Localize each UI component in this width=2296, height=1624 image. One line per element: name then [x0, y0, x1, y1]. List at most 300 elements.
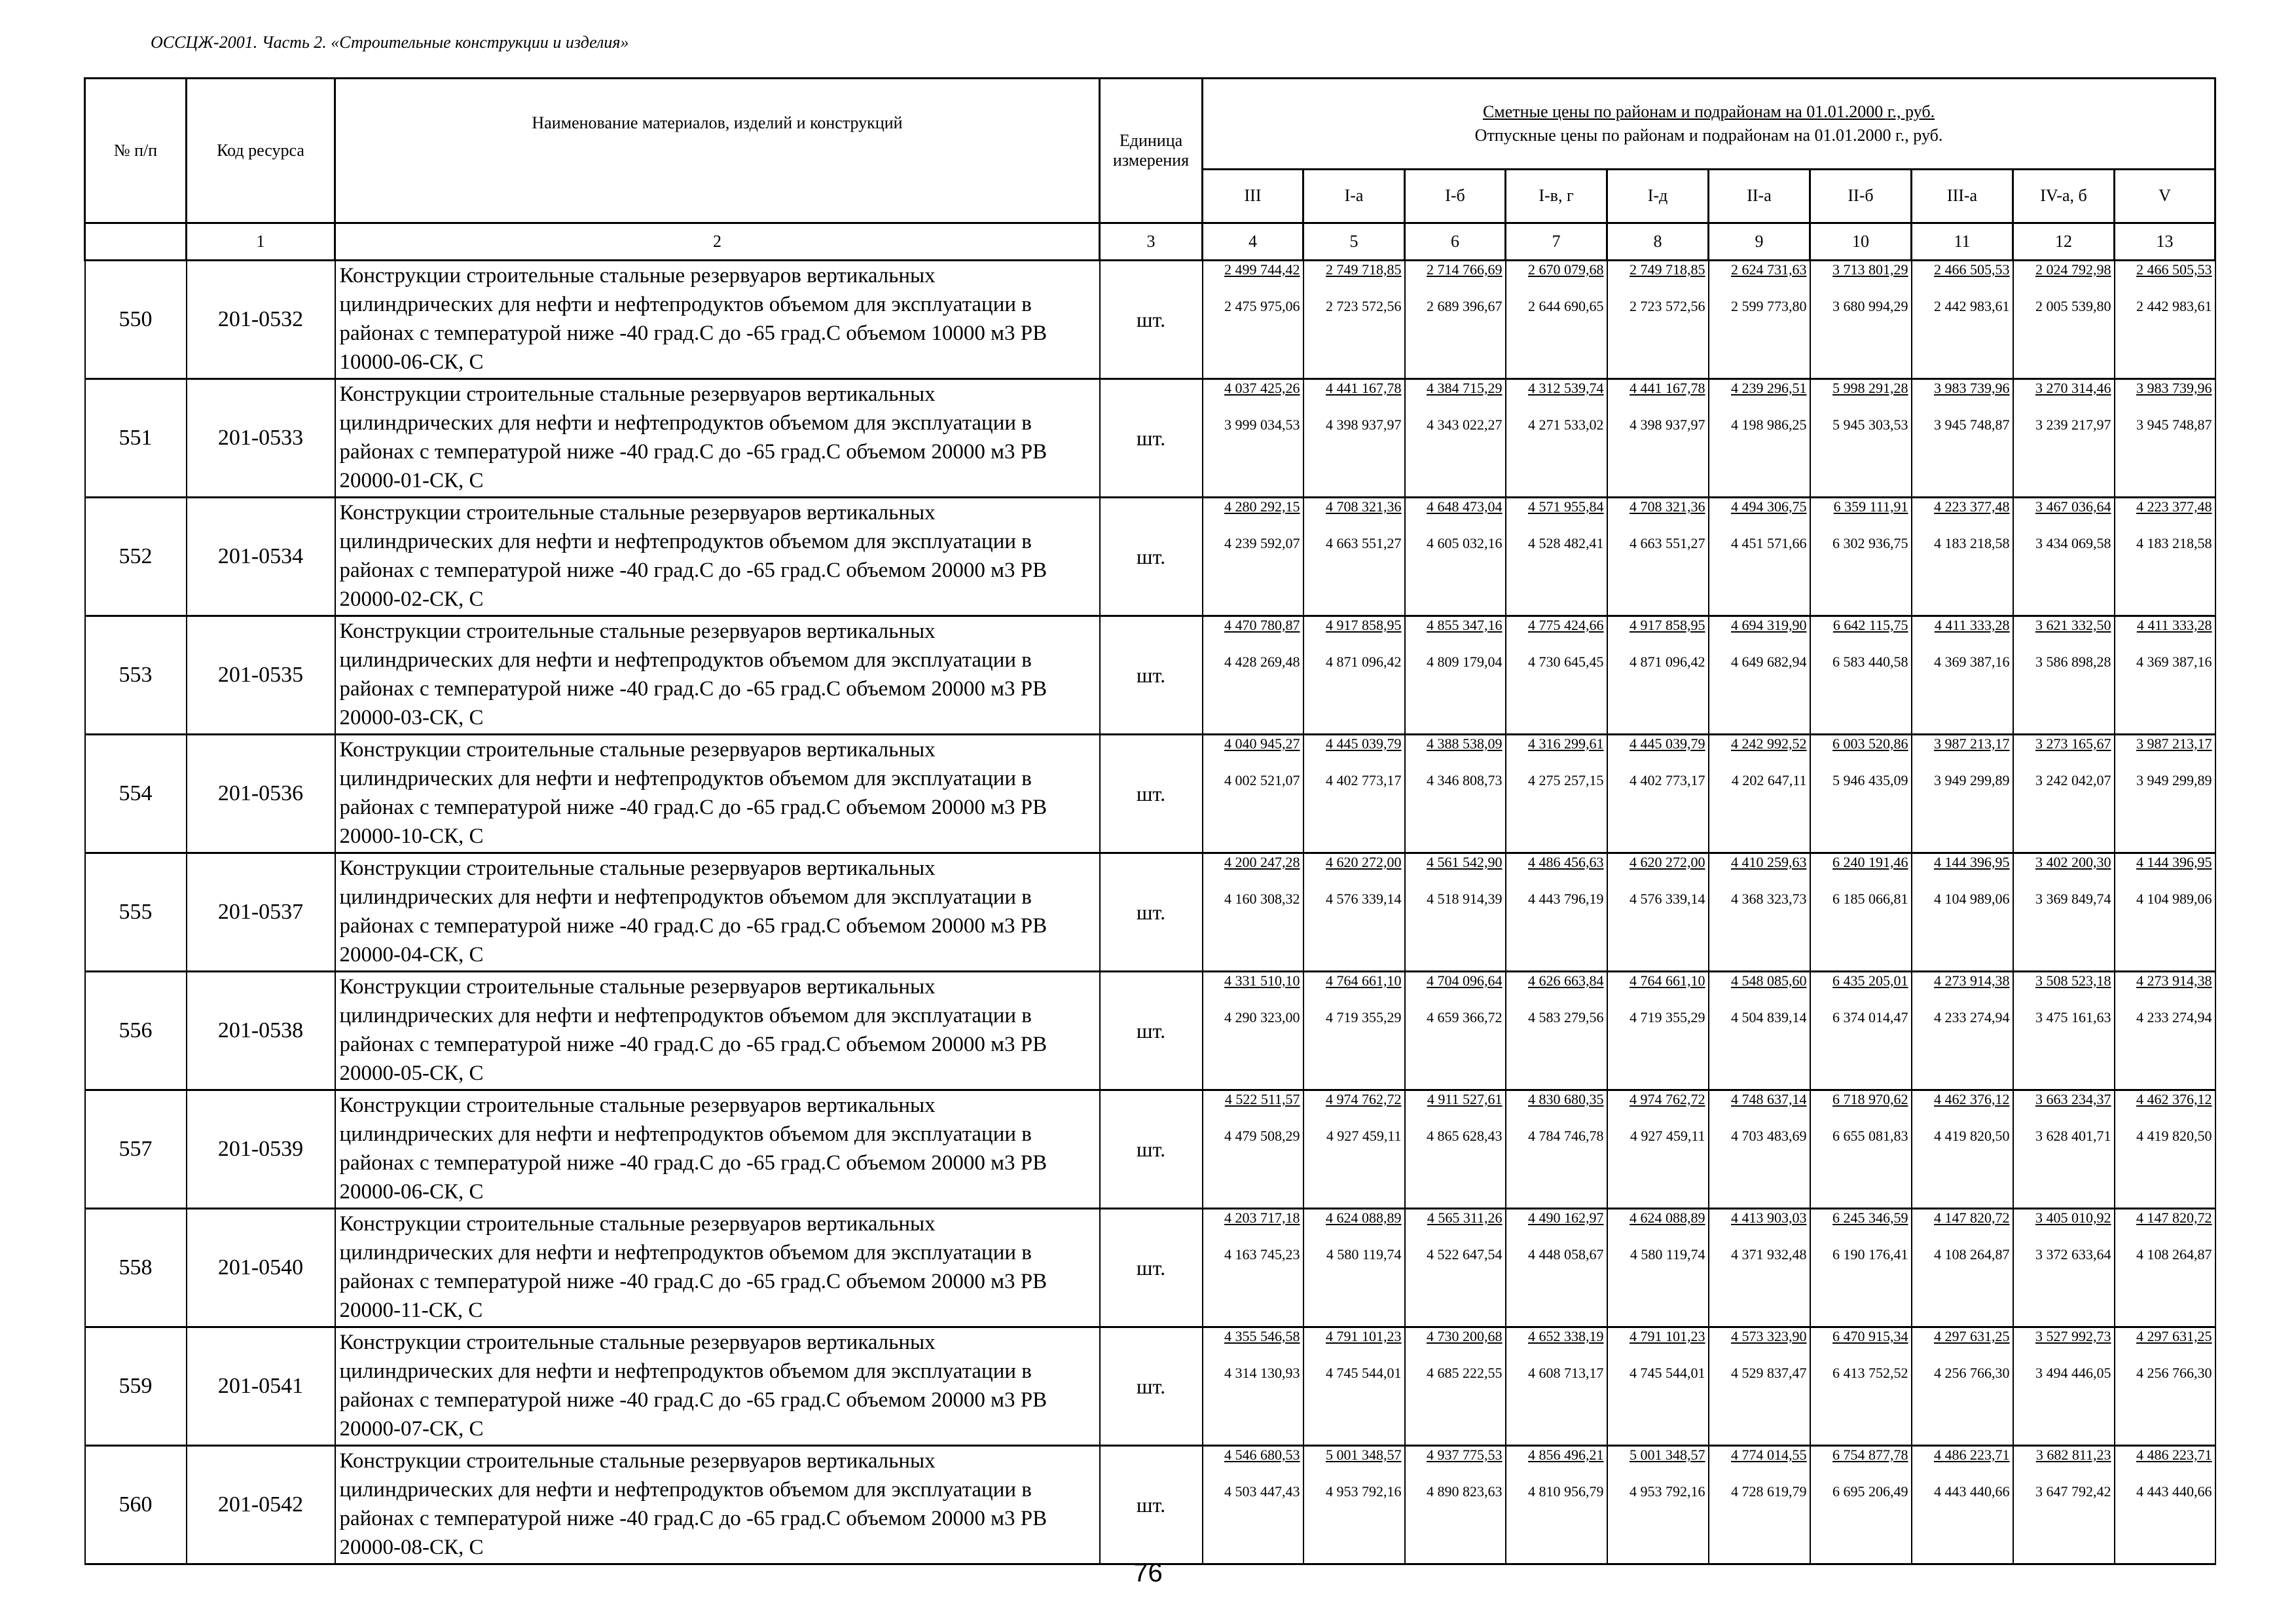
estimate-price: 4 856 496,21 [1528, 1447, 1604, 1463]
estimate-price: 4 620 272,00 [1630, 854, 1705, 870]
release-price: 6 302 936,75 [1832, 535, 1908, 551]
estimate-price: 4 413 903,03 [1731, 1209, 1807, 1226]
price-cell [2115, 498, 2215, 616]
price-cell [1203, 261, 1303, 379]
estimate-price: 4 764 661,10 [1326, 972, 1402, 989]
col-number: 6 [1405, 223, 1506, 261]
resource-code: 201-0538 [187, 972, 335, 1090]
price-cell [1810, 1090, 1912, 1209]
release-price: 4 398 937,97 [1630, 416, 1705, 433]
price-cell [1912, 1209, 2013, 1327]
resource-code: 201-0535 [187, 616, 335, 735]
price-table [84, 77, 2216, 1565]
estimate-price: 4 312 539,74 [1528, 380, 1604, 396]
row-number: 556 [85, 972, 187, 1090]
resource-code: 201-0533 [187, 379, 335, 498]
page-number: 76 [1133, 1559, 1163, 1587]
estimate-price: 3 508 523,18 [2035, 972, 2111, 989]
col-number: 11 [1912, 223, 2013, 261]
release-price: 4 428 269,48 [1224, 654, 1300, 670]
table-row [85, 735, 2215, 853]
col-number: 2 [335, 223, 1100, 261]
col-number: 5 [1303, 223, 1405, 261]
col-number: 8 [1607, 223, 1709, 261]
price-cell [1912, 1446, 2013, 1564]
price-cell [2013, 1446, 2115, 1564]
release-price: 3 945 748,87 [2136, 416, 2212, 433]
release-price: 4 002 521,07 [1224, 772, 1300, 788]
release-price: 4 443 440,66 [1934, 1483, 2010, 1500]
estimate-price: 3 983 739,96 [1934, 380, 2010, 396]
col-number: 3 [1100, 223, 1203, 261]
release-price: 4 503 447,43 [1224, 1483, 1300, 1500]
estimate-price: 4 704 096,64 [1427, 972, 1503, 989]
release-price: 6 655 081,83 [1832, 1128, 1908, 1144]
price-cell [1607, 498, 1709, 616]
estimate-price: 4 037 425,26 [1224, 380, 1300, 396]
row-number: 554 [85, 735, 187, 853]
price-cell [1203, 616, 1303, 735]
price-cell [1506, 379, 1607, 498]
estimate-price: 4 652 338,19 [1528, 1328, 1604, 1344]
price-cell [2115, 972, 2215, 1090]
release-price: 4 703 483,69 [1731, 1128, 1807, 1144]
unit-of-measure: шт. [1100, 498, 1203, 616]
estimate-price: 3 987 213,17 [1934, 735, 2010, 752]
col-header-num: № п/п [85, 79, 187, 223]
estimate-price: 4 494 306,75 [1731, 498, 1807, 515]
price-cell [1506, 972, 1607, 1090]
estimate-price: 4 694 319,90 [1731, 617, 1807, 633]
estimate-price: 4 242 992,52 [1731, 735, 1807, 752]
release-price: 4 314 130,93 [1224, 1365, 1300, 1381]
material-name: Конструкции строительные стальные резервуаров вертикальных цилиндрических для нефти и нефтепродуктов объемом для эксплуатации в районах с температурой ниже -40 град.С до -65 град.С объемом 20000 м3 РВ 20000-06-СК, С [335, 1090, 1100, 1209]
col-header-code: Код ресурса [187, 79, 335, 223]
col-number: 12 [2013, 223, 2115, 261]
price-cell [1810, 616, 1912, 735]
release-price: 4 871 096,42 [1630, 654, 1705, 670]
table-header [85, 79, 2215, 261]
estimate-price: 4 280 292,15 [1224, 498, 1300, 515]
price-cell [1303, 853, 1405, 972]
release-price: 4 745 544,01 [1630, 1365, 1705, 1381]
table-row [85, 616, 2215, 735]
price-cell [2013, 972, 2115, 1090]
estimate-price: 2 499 744,42 [1224, 261, 1300, 278]
release-price: 4 402 773,17 [1326, 772, 1402, 788]
release-price: 3 494 446,05 [2035, 1365, 2111, 1381]
row-number: 553 [85, 616, 187, 735]
estimate-price: 4 974 762,72 [1630, 1091, 1705, 1107]
price-cell [1607, 735, 1709, 853]
estimate-price: 4 573 323,90 [1731, 1328, 1807, 1344]
release-price: 4 163 745,23 [1224, 1246, 1300, 1263]
release-price: 3 586 898,28 [2035, 654, 2111, 670]
region-header: I-в, г [1506, 169, 1607, 223]
estimate-price: 4 223 377,48 [1934, 498, 2010, 515]
release-price: 2 442 983,61 [2136, 298, 2212, 314]
col-number: 7 [1506, 223, 1607, 261]
price-cell [2115, 1209, 2215, 1327]
release-price: 4 809 179,04 [1427, 654, 1503, 670]
price-cell [1912, 735, 2013, 853]
release-price: 4 608 713,17 [1528, 1365, 1604, 1381]
material-name: Конструкции строительные стальные резервуаров вертикальных цилиндрических для нефти и нефтепродуктов объемом для эксплуатации в районах с температурой ниже -40 град.С до -65 град.С объемом 20000 м3 РВ 20000-01-СК, С [335, 379, 1100, 498]
row-number: 551 [85, 379, 187, 498]
price-cell [1303, 1327, 1405, 1446]
price-cell [2013, 616, 2115, 735]
price-cell [1303, 379, 1405, 498]
release-price: 4 663 551,27 [1630, 535, 1705, 551]
estimate-price: 4 626 663,84 [1528, 972, 1604, 989]
price-cell [1303, 616, 1405, 735]
release-price: 4 890 823,63 [1427, 1483, 1503, 1500]
price-cell [1506, 1209, 1607, 1327]
region-header: I-б [1405, 169, 1506, 223]
price-cell [1912, 616, 2013, 735]
price-cell [1709, 379, 1810, 498]
resource-code: 201-0537 [187, 853, 335, 972]
release-price: 3 628 401,71 [2035, 1128, 2111, 1144]
release-price: 4 719 355,29 [1630, 1009, 1705, 1025]
row-number: 559 [85, 1327, 187, 1446]
price-cell [1709, 498, 1810, 616]
estimate-price: 4 937 775,53 [1427, 1447, 1503, 1463]
price-cell [1810, 379, 1912, 498]
price-cell [1810, 972, 1912, 1090]
release-price: 2 475 975,06 [1224, 298, 1300, 314]
price-cell [1506, 616, 1607, 735]
material-name: Конструкции строительные стальные резервуаров вертикальных цилиндрических для нефти и нефтепродуктов объемом для эксплуатации в районах с температурой ниже -40 град.С до -65 град.С объемом 20000 м3 РВ 20000-10-СК, С [335, 735, 1100, 853]
material-name: Конструкции строительные стальные резервуаров вертикальных цилиндрических для нефти и нефтепродуктов объемом для эксплуатации в районах с температурой ниже -40 град.С до -65 град.С объемом 20000 м3 РВ 20000-11-СК, С [335, 1209, 1100, 1327]
price-cell [1912, 379, 2013, 498]
release-price: 4 580 119,74 [1630, 1246, 1705, 1263]
material-name: Конструкции строительные стальные резервуаров вертикальных цилиндрических для нефти и нефтепродуктов объемом для эксплуатации в районах с температурой ниже -40 град.С до -65 град.С объемом 20000 м3 РВ 20000-02-СК, С [335, 498, 1100, 616]
table-row [85, 972, 2215, 1090]
row-number: 558 [85, 1209, 187, 1327]
estimate-price: 4 203 717,18 [1224, 1209, 1300, 1226]
estimate-price: 4 775 424,66 [1528, 617, 1604, 633]
price-cell [1203, 1327, 1303, 1446]
price-cell [1506, 1446, 1607, 1564]
estimate-price: 4 200 247,28 [1224, 854, 1300, 870]
col-number: 9 [1709, 223, 1810, 261]
estimate-price: 2 466 505,53 [1934, 261, 2010, 278]
estimate-price: 3 527 992,73 [2035, 1328, 2111, 1344]
price-cell [1709, 261, 1810, 379]
release-price: 4 663 551,27 [1326, 535, 1402, 551]
estimate-price: 4 470 780,87 [1224, 617, 1300, 633]
region-header: I-д [1607, 169, 1709, 223]
release-price: 6 583 440,58 [1832, 654, 1908, 670]
price-cell [1405, 498, 1506, 616]
estimate-price: 4 708 321,36 [1326, 498, 1402, 515]
price-cell [2013, 853, 2115, 972]
price-cell [2115, 616, 2215, 735]
release-price: 4 290 323,00 [1224, 1009, 1300, 1025]
price-cell [2013, 379, 2115, 498]
release-price: 5 946 435,09 [1832, 772, 1908, 788]
unit-of-measure: шт. [1100, 1209, 1203, 1327]
estimate-price: 2 749 718,85 [1630, 261, 1705, 278]
price-cell [1303, 1090, 1405, 1209]
release-price: 4 522 647,54 [1427, 1246, 1503, 1263]
table-row [85, 379, 2215, 498]
price-cell [1506, 1327, 1607, 1446]
estimate-price: 6 240 191,46 [1832, 854, 1908, 870]
estimate-price: 5 998 291,28 [1832, 380, 1908, 396]
estimate-price: 4 462 376,12 [1934, 1091, 2010, 1107]
price-cell [1607, 379, 1709, 498]
release-price: 5 945 303,53 [1832, 416, 1908, 433]
release-price: 4 443 796,19 [1528, 891, 1604, 907]
estimate-price: 4 522 511,57 [1224, 1091, 1300, 1107]
release-price: 4 953 792,16 [1326, 1483, 1402, 1500]
price-cell [2115, 379, 2215, 498]
price-cell [1709, 972, 1810, 1090]
release-price: 4 202 647,11 [1731, 772, 1807, 788]
estimate-price: 4 855 347,16 [1427, 617, 1503, 633]
price-cell [1709, 853, 1810, 972]
price-cell [2115, 853, 2215, 972]
estimate-price: 4 917 858,95 [1326, 617, 1402, 633]
price-cell [2115, 1090, 2215, 1209]
table-row [85, 1209, 2215, 1327]
estimate-price: 2 749 718,85 [1326, 261, 1402, 278]
price-cell [1607, 616, 1709, 735]
price-cell [1303, 498, 1405, 616]
region-header: IV-а, б [2013, 169, 2115, 223]
estimate-price: 5 001 348,57 [1630, 1447, 1705, 1463]
resource-code: 201-0541 [187, 1327, 335, 1446]
release-price: 4 371 932,48 [1731, 1246, 1807, 1263]
price-cell [1303, 1446, 1405, 1564]
row-number: 555 [85, 853, 187, 972]
estimate-price: 4 648 473,04 [1427, 498, 1503, 515]
estimate-price: 4 620 272,00 [1326, 854, 1402, 870]
release-price: 4 233 274,94 [2136, 1009, 2212, 1025]
release-price: 4 605 032,16 [1427, 535, 1503, 551]
price-cell [1912, 1327, 2013, 1446]
resource-code: 201-0542 [187, 1446, 335, 1564]
release-price: 4 275 257,15 [1528, 772, 1604, 788]
release-price: 4 369 387,16 [1934, 654, 2010, 670]
price-cell [1912, 261, 2013, 379]
estimate-price: 4 624 088,89 [1630, 1209, 1705, 1226]
release-price: 4 198 986,25 [1731, 416, 1807, 433]
estimate-price: 3 987 213,17 [2136, 735, 2212, 752]
release-price-title: Отпускные цены по районам и подрайонам на 01.01.2000 г., руб. [1474, 125, 1943, 145]
estimate-price: 4 223 377,48 [2136, 498, 2212, 515]
estimate-price: 4 355 546,58 [1224, 1328, 1300, 1344]
price-cell [2115, 1446, 2215, 1564]
resource-code: 201-0540 [187, 1209, 335, 1327]
estimate-price: 4 441 167,78 [1326, 380, 1402, 396]
table-row [85, 261, 2215, 379]
release-price: 3 239 217,97 [2035, 416, 2111, 433]
unit-of-measure: шт. [1100, 616, 1203, 735]
release-price: 4 728 619,79 [1731, 1483, 1807, 1500]
estimate-price: 6 245 346,59 [1832, 1209, 1908, 1226]
price-cell [1810, 1446, 1912, 1564]
release-price: 3 945 748,87 [1934, 416, 2010, 433]
price-cell [1810, 853, 1912, 972]
release-price: 4 402 773,17 [1630, 772, 1705, 788]
estimate-price-title: Сметные цены по районам и подрайонам на 01.01.2000 г., руб. [1482, 101, 1935, 121]
release-price: 4 233 274,94 [1934, 1009, 2010, 1025]
price-cell [1405, 972, 1506, 1090]
release-price: 4 659 366,72 [1427, 1009, 1503, 1025]
estimate-price: 3 273 165,67 [2035, 735, 2111, 752]
estimate-price: 6 642 115,75 [1832, 617, 1908, 633]
estimate-price: 5 001 348,57 [1326, 1447, 1402, 1463]
release-price: 4 953 792,16 [1630, 1483, 1705, 1500]
price-cell [1405, 1209, 1506, 1327]
col-number: 13 [2115, 223, 2215, 261]
price-cell [2013, 1327, 2115, 1446]
unit-of-measure: шт. [1100, 1327, 1203, 1446]
release-price: 4 529 837,47 [1731, 1365, 1807, 1381]
material-name: Конструкции строительные стальные резервуаров вертикальных цилиндрических для нефти и нефтепродуктов объемом для эксплуатации в районах с температурой ниже -40 град.С до -65 град.С объемом 20000 м3 РВ 20000-05-СК, С [335, 972, 1100, 1090]
release-price: 4 104 989,06 [1934, 891, 2010, 907]
estimate-price: 4 490 162,97 [1528, 1209, 1604, 1226]
release-price: 3 680 994,29 [1832, 298, 1908, 314]
price-cell [1810, 1209, 1912, 1327]
price-cell [1405, 616, 1506, 735]
price-cell [1506, 498, 1607, 616]
release-price: 2 599 773,80 [1731, 298, 1807, 314]
price-cell [2013, 1090, 2115, 1209]
release-price: 4 730 645,45 [1528, 654, 1604, 670]
price-cell [1607, 1090, 1709, 1209]
estimate-price: 4 410 259,63 [1731, 854, 1807, 870]
release-price: 3 647 792,42 [2035, 1483, 2111, 1500]
estimate-price: 3 713 801,29 [1832, 261, 1908, 278]
row-number: 560 [85, 1446, 187, 1564]
price-cell [1203, 972, 1303, 1090]
col-number: 1 [187, 223, 335, 261]
price-cell [2115, 261, 2215, 379]
estimate-price: 4 561 542,90 [1427, 854, 1503, 870]
estimate-price: 4 462 376,12 [2136, 1091, 2212, 1107]
price-cell [1203, 498, 1303, 616]
estimate-price: 4 147 820,72 [1934, 1209, 2010, 1226]
estimate-price: 4 388 538,09 [1427, 735, 1503, 752]
price-cell [2013, 498, 2115, 616]
release-price: 4 649 682,94 [1731, 654, 1807, 670]
estimate-price: 6 359 111,91 [1833, 498, 1908, 515]
price-cell [1203, 735, 1303, 853]
release-price: 6 695 206,49 [1832, 1483, 1908, 1500]
price-cell [1405, 1090, 1506, 1209]
estimate-price: 4 911 527,61 [1427, 1091, 1503, 1107]
estimate-price: 4 147 820,72 [2136, 1209, 2212, 1226]
price-cell [1607, 261, 1709, 379]
estimate-price: 3 405 010,92 [2035, 1209, 2111, 1226]
release-price: 4 419 820,50 [2136, 1128, 2212, 1144]
estimate-price: 4 548 085,60 [1731, 972, 1807, 989]
estimate-price: 6 718 970,62 [1832, 1091, 1908, 1107]
release-price: 4 271 533,02 [1528, 416, 1604, 433]
release-price: 2 689 396,67 [1427, 298, 1503, 314]
price-cell [1709, 1090, 1810, 1209]
release-price: 4 451 571,66 [1731, 535, 1807, 551]
resource-code: 201-0539 [187, 1090, 335, 1209]
release-price: 6 185 066,81 [1832, 891, 1908, 907]
release-price: 2 723 572,56 [1326, 298, 1402, 314]
price-cell [1405, 261, 1506, 379]
release-price: 3 949 299,89 [1934, 772, 2010, 788]
estimate-price: 4 411 333,28 [2136, 617, 2212, 633]
resource-code: 201-0534 [187, 498, 335, 616]
price-cell [1709, 1327, 1810, 1446]
estimate-price: 4 384 715,29 [1427, 380, 1503, 396]
running-header: ОССЦЖ-2001. Часть 2. «Строительные конструкции и изделия» [151, 33, 629, 52]
price-cell [1912, 498, 2013, 616]
estimate-price: 2 670 079,68 [1528, 261, 1604, 278]
estimate-price: 3 983 739,96 [2136, 380, 2212, 396]
price-cell [1303, 261, 1405, 379]
estimate-price: 3 467 036,64 [2035, 498, 2111, 515]
release-price: 4 239 592,07 [1224, 535, 1300, 551]
unit-of-measure: шт. [1100, 261, 1203, 379]
estimate-price: 4 730 200,68 [1427, 1328, 1503, 1344]
estimate-price: 4 239 296,51 [1731, 380, 1807, 396]
unit-of-measure: шт. [1100, 735, 1203, 853]
price-cell [1405, 735, 1506, 853]
price-cell [1709, 735, 1810, 853]
col-header-unit: Единица измерения [1100, 79, 1203, 223]
estimate-price: 2 714 766,69 [1427, 261, 1503, 278]
column-number-row [85, 223, 2215, 261]
release-price: 4 398 937,97 [1326, 416, 1402, 433]
unit-of-measure: шт. [1100, 853, 1203, 972]
estimate-price: 3 270 314,46 [2035, 380, 2111, 396]
price-cell [1506, 261, 1607, 379]
release-price: 3 369 849,74 [2035, 891, 2111, 907]
estimate-price: 4 708 321,36 [1630, 498, 1705, 515]
price-cell [1709, 1209, 1810, 1327]
release-price: 4 479 508,29 [1224, 1128, 1300, 1144]
resource-code: 201-0536 [187, 735, 335, 853]
release-price: 4 504 839,14 [1731, 1009, 1807, 1025]
price-cell [1709, 1446, 1810, 1564]
price-cell [1810, 735, 1912, 853]
estimate-price: 2 466 505,53 [2136, 261, 2212, 278]
price-cell [1203, 1090, 1303, 1209]
price-cell [1912, 853, 2013, 972]
col-number: 4 [1203, 223, 1303, 261]
release-price: 3 475 161,63 [2035, 1009, 2111, 1025]
release-price: 4 443 440,66 [2136, 1483, 2212, 1500]
price-cell [2013, 735, 2115, 853]
price-cell [1607, 853, 1709, 972]
release-price: 2 005 539,80 [2035, 298, 2111, 314]
release-price: 3 434 069,58 [2035, 535, 2111, 551]
estimate-price: 6 435 205,01 [1832, 972, 1908, 989]
release-price: 4 183 218,58 [2136, 535, 2212, 551]
price-cell [1810, 498, 1912, 616]
estimate-price: 4 974 762,72 [1326, 1091, 1402, 1107]
release-price: 3 242 042,07 [2035, 772, 2111, 788]
estimate-price: 4 273 914,38 [2136, 972, 2212, 989]
estimate-price: 3 682 811,23 [2035, 1447, 2111, 1463]
release-price: 4 368 323,73 [1731, 891, 1807, 907]
release-price: 4 160 308,32 [1224, 891, 1300, 907]
estimate-price: 4 486 223,71 [1934, 1447, 2010, 1463]
price-cell [1506, 853, 1607, 972]
release-price: 4 580 119,74 [1326, 1246, 1402, 1263]
